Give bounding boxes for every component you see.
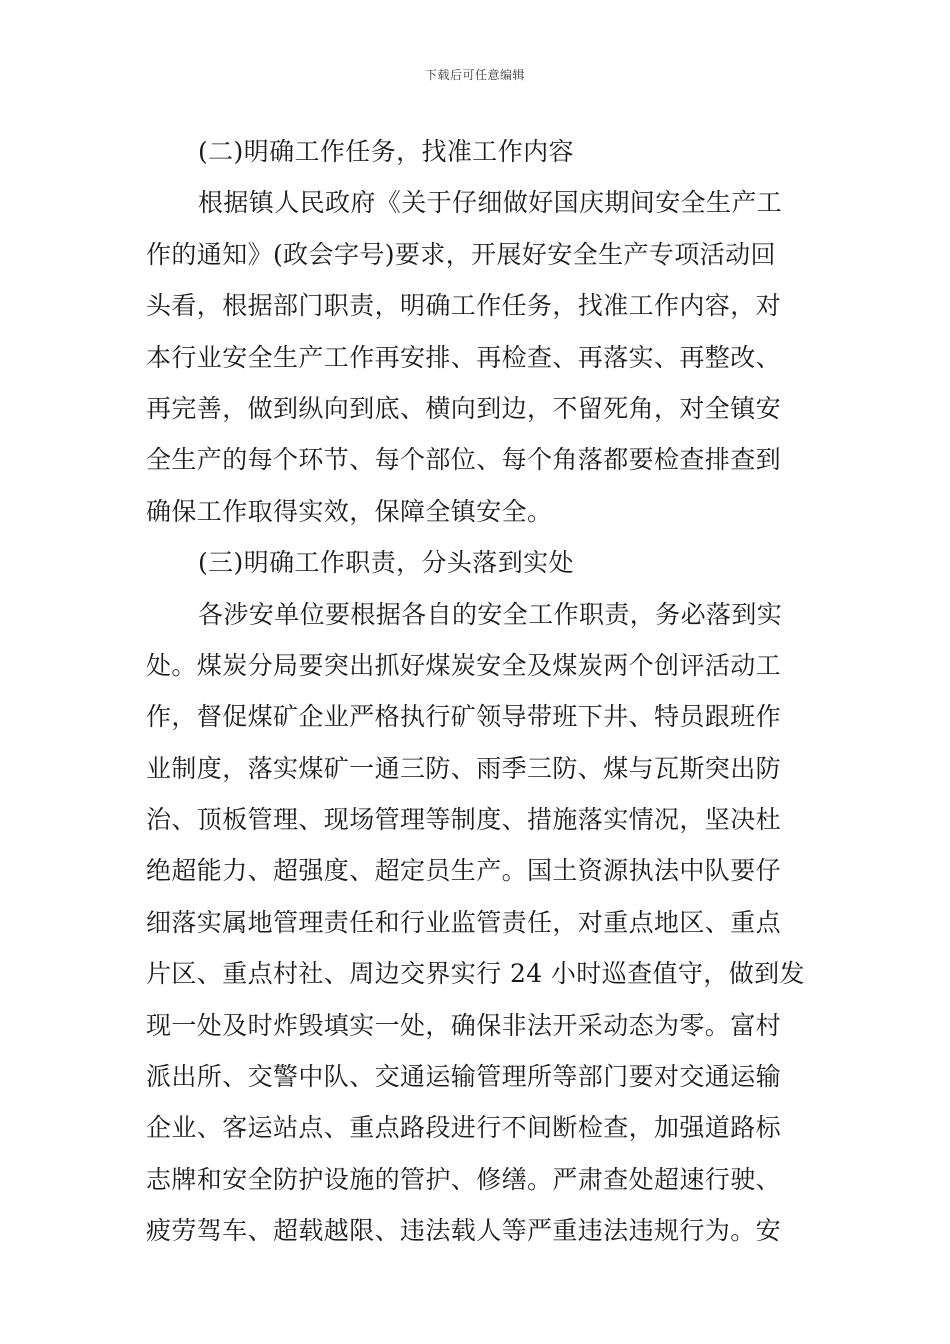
- page-header-note: 下载后可任意编辑: [424, 68, 525, 82]
- paragraph-line: 作，督促煤矿企业严格执行矿领导带班下井、特员跟班作: [146, 702, 782, 732]
- paragraph-line: 全生产的每个环节、每个部位、每个角落都要检查排查到: [146, 445, 782, 475]
- paragraph-line: 企业、客运站点、重点路段进行不间断检查，加强道路标: [146, 1113, 782, 1143]
- paragraph-line: 派出所、交警中队、交通运输管理所等部门要对交通运输: [146, 1062, 782, 1092]
- section-heading-2: (二)明确工作任务，找准工作内容: [198, 137, 574, 166]
- paragraph-line: 细落实属地管理责任和行业监管责任，对重点地区、重点: [146, 907, 782, 937]
- paragraph-line: 再完善，做到纵向到底、横向到边，不留死角，对全镇安: [146, 393, 782, 423]
- paragraph-line: 本行业安全生产工作再安排、再检查、再落实、再整改、: [146, 342, 782, 372]
- paragraph-line: 头看，根据部门职责，明确工作任务，找准工作内容，对: [146, 291, 782, 321]
- paragraph-line: 疲劳驾车、超载越限、违法载人等严重违法违规行为。安: [146, 1216, 782, 1246]
- paragraph-line: 根据镇人民政府《关于仔细做好国庆期间安全生产工: [198, 188, 783, 218]
- paragraph-line: 业制度，落实煤矿一通三防、雨季三防、煤与瓦斯突出防: [146, 753, 782, 783]
- paragraph-line: 处。煤炭分局要突出抓好煤炭安全及煤炭两个创评活动工: [146, 650, 782, 680]
- paragraph-line: 绝超能力、超强度、超定员生产。国土资源执法中队要仔: [146, 856, 782, 886]
- paragraph-line: 治、顶板管理、现场管理等制度、措施落实情况，坚决杜: [146, 805, 782, 835]
- paragraph-line: 片区、重点村社、周边交界实行 24 小时巡查值守，做到发: [146, 959, 805, 989]
- paragraph-line: 各涉安单位要根据各自的安全工作职责，务必落到实: [198, 599, 783, 629]
- document-body: [146, 126, 806, 1257]
- paragraph-line: 作的通知》(政会字号)要求，开展好安全生产专项活动回: [146, 239, 776, 269]
- section-heading-3: (三)明确工作职责，分头落到实处: [198, 548, 574, 578]
- paragraph-line: 志牌和安全防护设施的管护、修缮。严肃查处超速行驶、: [146, 1164, 782, 1194]
- paragraph-line: 确保工作取得实效，保障全镇安全。: [146, 496, 553, 526]
- paragraph-line: 现一处及时炸毁填实一处，确保非法开采动态为零。富村: [146, 1010, 782, 1040]
